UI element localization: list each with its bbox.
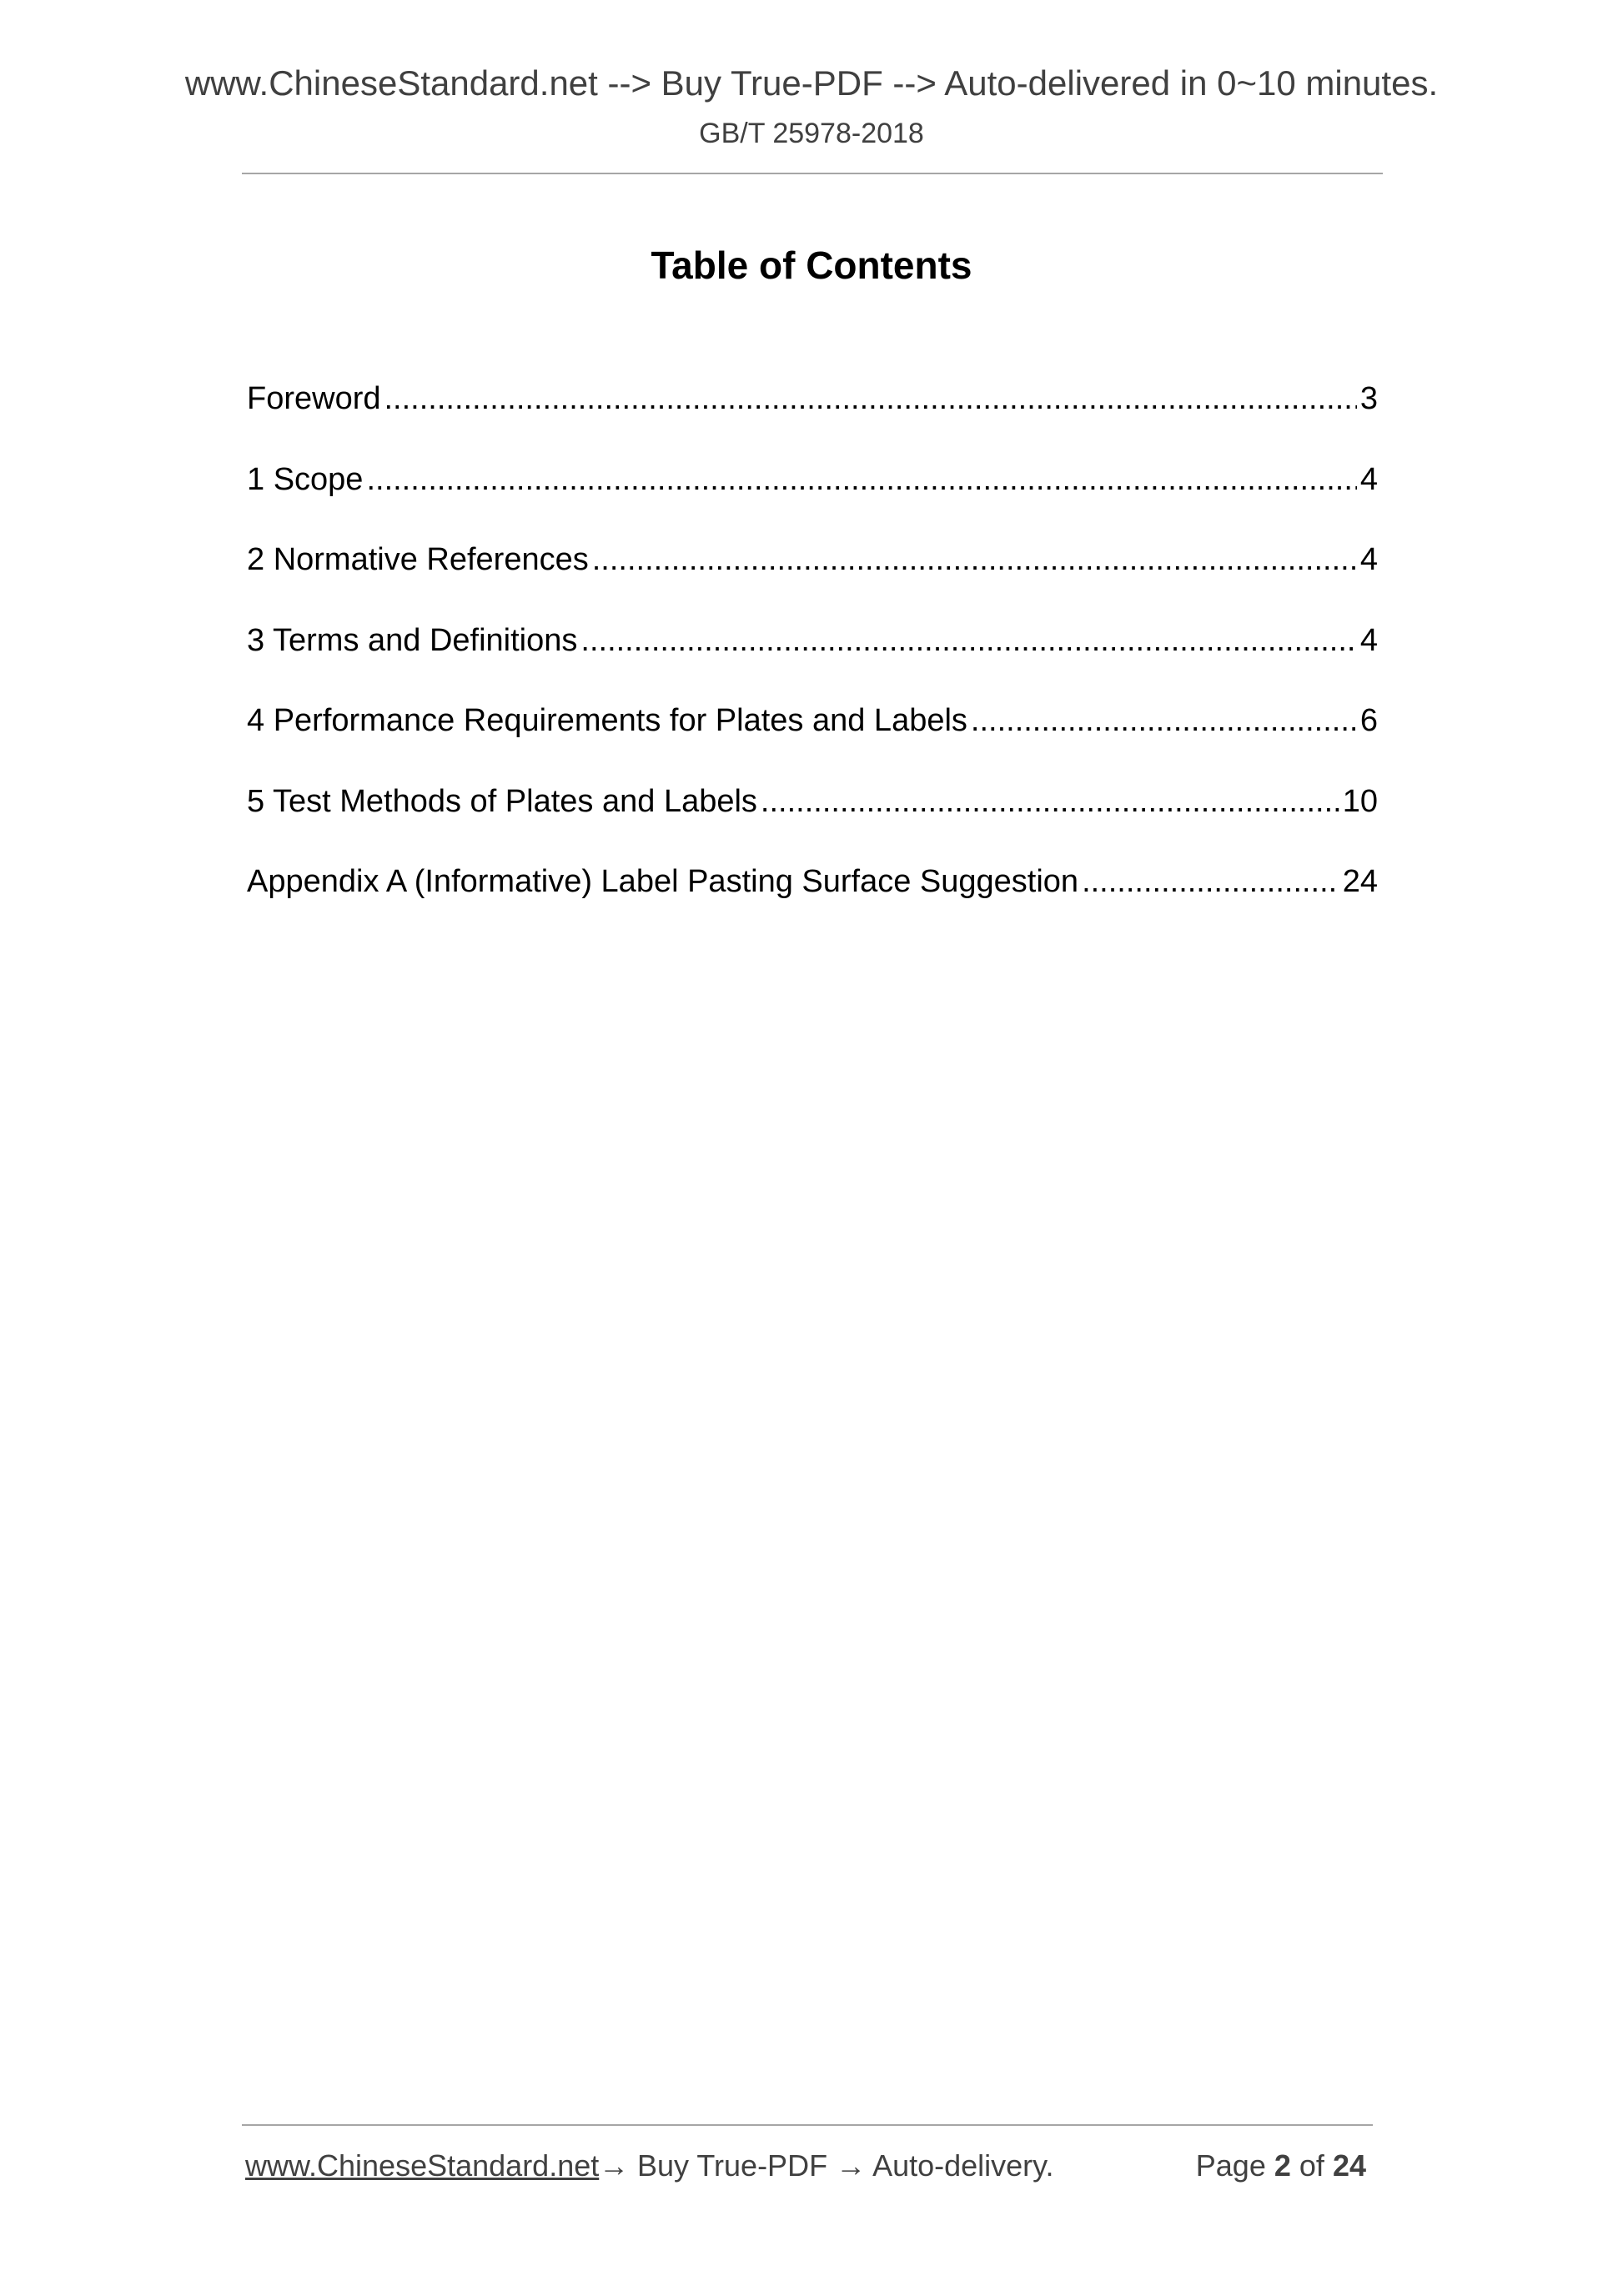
toc-entry-label: 5 Test Methods of Plates and Labels xyxy=(247,783,757,819)
toc-entry-label: 4 Performance Requirements for Plates and Labels xyxy=(247,703,967,738)
standard-number: GB/T 25978-2018 xyxy=(699,118,924,149)
toc-entry-label: Foreword xyxy=(247,381,381,416)
toc-entry-page: 4 xyxy=(1359,461,1378,497)
toc-entry-normative-references[interactable] xyxy=(247,536,1378,617)
dot-leader xyxy=(366,456,1356,503)
toc-entry-label: Appendix A (Informative) Label Pasting Surface Suggestion xyxy=(247,864,1079,899)
dot-leader xyxy=(384,375,1357,422)
dot-leader xyxy=(971,697,1357,744)
dot-leader xyxy=(592,536,1357,583)
page-footer xyxy=(245,2145,1373,2187)
toc-entry-label: 3 Terms and Definitions xyxy=(247,622,578,658)
toc-entry-page: 10 xyxy=(1342,783,1378,819)
toc-entry-foreword[interactable] xyxy=(247,375,1378,456)
dot-leader xyxy=(1082,858,1339,905)
toc-entry-terms-and-definitions[interactable] xyxy=(247,617,1378,698)
toc-entry-test-methods[interactable] xyxy=(247,778,1378,859)
toc-entry-page: 3 xyxy=(1359,381,1378,416)
footer-divider xyxy=(242,2124,1373,2126)
current-page-number: 2 xyxy=(1274,2148,1291,2183)
total-pages-number: 24 xyxy=(1332,2148,1366,2183)
dot-leader xyxy=(761,778,1339,825)
footer-tagline: → Buy True-PDF → Auto-delivery. xyxy=(599,2148,1054,2183)
page-of-word: of xyxy=(1299,2148,1324,2183)
toc-entry-performance-requirements[interactable] xyxy=(247,697,1378,778)
header-divider xyxy=(242,173,1383,174)
toc-entry-page: 6 xyxy=(1359,703,1378,738)
toc-entry-scope[interactable] xyxy=(247,456,1378,537)
page-word: Page xyxy=(1195,2148,1266,2183)
toc-entry-page: 24 xyxy=(1342,864,1378,899)
toc-entry-appendix-a[interactable] xyxy=(247,858,1378,939)
toc-entry-page: 4 xyxy=(1359,622,1378,658)
toc-entry-label: 2 Normative References xyxy=(247,542,589,577)
toc-entry-label: 1 Scope xyxy=(247,461,364,497)
site-link[interactable]: www.ChineseStandard.net xyxy=(245,2148,600,2183)
page-title: Table of Contents xyxy=(651,244,972,287)
page-counter xyxy=(1196,2145,1366,2187)
header-banner: www.ChineseStandard.net --> Buy True-PDF --> Auto-delivered in 0~10 minutes. xyxy=(184,63,1439,103)
toc-entry-page: 4 xyxy=(1359,542,1378,577)
dot-leader xyxy=(580,617,1356,664)
table-of-contents xyxy=(247,375,1378,939)
